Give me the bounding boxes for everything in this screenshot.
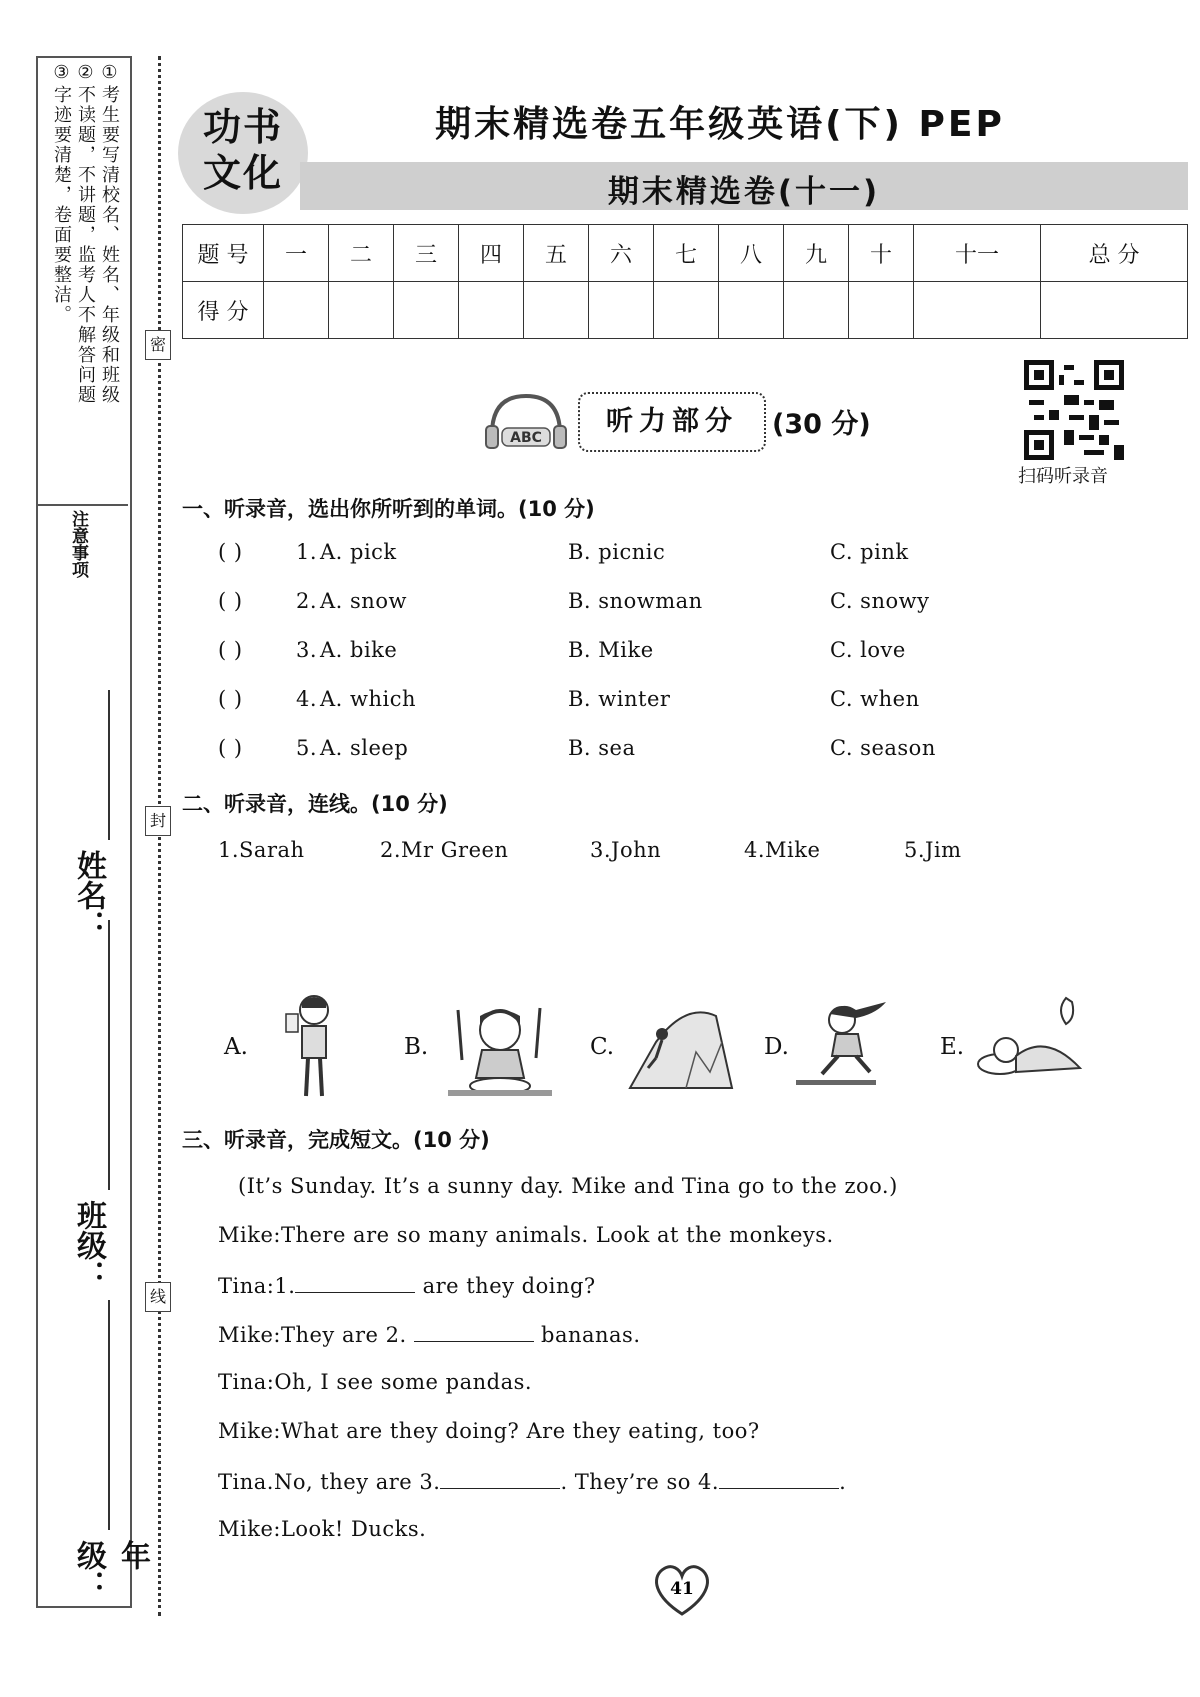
section-1-heading: 一、听录音，选出你所听到的单词。(10 分) (182, 497, 595, 521)
line-6-start: Tina.No, they are 3. (218, 1470, 441, 1494)
note-2: ②不读题，不讲题，监考人不解答问题 (75, 62, 96, 405)
q1-option-c: C. pink (830, 540, 909, 564)
note-1: ①考生要写清校名、姓名、年级和班级 (99, 62, 120, 405)
row-label-number: 题 号 (183, 225, 264, 282)
col-10: 十 (849, 225, 914, 282)
q4-option-c: C. when (830, 687, 920, 711)
qr-code-icon[interactable] (1024, 360, 1124, 460)
col-total: 总 分 (1041, 225, 1188, 282)
grade-label: 年级： (71, 1540, 150, 1600)
score-cell[interactable] (1041, 282, 1188, 339)
name-label: 姓名： (71, 850, 106, 940)
col-2: 二 (329, 225, 394, 282)
line-3-start: Mike:They are 2. (218, 1323, 414, 1347)
boy-eating-picture[interactable] (444, 998, 556, 1098)
dialogue-line-2 (218, 1272, 596, 1298)
q2-paren[interactable]: ( ) (218, 589, 243, 613)
q3-paren[interactable]: ( ) (218, 638, 243, 662)
logo-line-2: 文化 (202, 151, 283, 195)
q3-option-c: C. love (830, 638, 906, 662)
dialogue-line-7: Mike:Look! Ducks. (218, 1517, 427, 1541)
q2-num: 2. (296, 589, 318, 613)
q4-num: 4. (296, 687, 318, 711)
picture-label-e: E. (940, 1034, 965, 1060)
match-name-2[interactable]: 2.Mr Green (380, 838, 509, 862)
score-cell[interactable] (589, 282, 654, 339)
class-line (108, 920, 110, 1190)
score-cell[interactable] (394, 282, 459, 339)
col-11: 十一 (914, 225, 1041, 282)
section-3-heading: 三、听录音，完成短文。(10 分) (182, 1128, 490, 1152)
notes-label-box (36, 504, 128, 586)
note-3: ③字迹要清楚，卷面要整洁。 (51, 62, 72, 325)
score-cell[interactable] (459, 282, 524, 339)
line-2-start: Tina:1. (218, 1274, 296, 1298)
q5-paren[interactable]: ( ) (218, 736, 243, 760)
line-2-end: are they doing? (415, 1274, 596, 1298)
col-3: 三 (394, 225, 459, 282)
line-6-end: . (839, 1470, 847, 1494)
name-line (108, 690, 110, 840)
score-cell[interactable] (784, 282, 849, 339)
col-6: 六 (589, 225, 654, 282)
q1-option-b: B. picnic (568, 540, 666, 564)
page-subtitle: 期末精选卷(十一) (607, 174, 881, 210)
score-cell[interactable] (264, 282, 329, 339)
picture-label-c: C. (590, 1034, 615, 1060)
match-name-1[interactable]: 1.Sarah (218, 838, 305, 862)
abc-badge: ABC (510, 430, 542, 446)
row-label-score: 得 分 (183, 282, 264, 339)
publisher-logo (178, 92, 308, 214)
col-1: 一 (264, 225, 329, 282)
col-4: 四 (459, 225, 524, 282)
dialogue-line-1: Mike:There are so many animals. Look at the monkeys. (218, 1223, 834, 1247)
listening-points: (30 分) (772, 409, 871, 440)
cut-mark-mi: 密 (145, 330, 171, 360)
q3-num: 3. (296, 638, 318, 662)
student-info (36, 690, 150, 1600)
score-cell[interactable] (524, 282, 589, 339)
passage-intro: (It’s Sunday. It’s a sunny day. Mike and Tina go to the zoo.) (238, 1174, 898, 1198)
q1-paren[interactable]: ( ) (218, 540, 243, 564)
section-2-heading: 二、听录音，连线。(10 分) (182, 792, 448, 816)
headphones-icon (482, 390, 570, 450)
q3-option-a: A. bike (320, 638, 398, 662)
col-5: 五 (524, 225, 589, 282)
q4-option-b: B. winter (568, 687, 671, 711)
dialogue-line-3 (218, 1321, 641, 1347)
q2-option-c: C. snowy (830, 589, 930, 613)
match-name-5[interactable]: 5.Jim (904, 838, 962, 862)
girl-sleeping-picture[interactable] (976, 992, 1086, 1082)
score-cell[interactable] (914, 282, 1041, 339)
dialogue-line-6 (218, 1468, 846, 1494)
picture-label-d: D. (764, 1034, 789, 1060)
score-cell[interactable] (654, 282, 719, 339)
page-title: 期末精选卷五年级英语(下) PEP (435, 104, 1005, 145)
q5-num: 5. (296, 736, 318, 760)
q4-paren[interactable]: ( ) (218, 687, 243, 711)
col-8: 八 (719, 225, 784, 282)
score-table (182, 224, 1188, 339)
notes-area (36, 56, 128, 578)
blank-3[interactable] (440, 1468, 560, 1489)
match-name-4[interactable]: 4.Mike (744, 838, 821, 862)
q1-option-a: A. pick (320, 540, 397, 564)
logo-line-1: 功书 (202, 105, 283, 149)
col-7: 七 (654, 225, 719, 282)
page-number: 41 (670, 1579, 694, 1599)
girl-running-picture[interactable] (796, 994, 906, 1094)
match-name-3[interactable]: 3.John (590, 838, 662, 862)
blank-4[interactable] (719, 1468, 839, 1489)
score-cell[interactable] (849, 282, 914, 339)
score-cell[interactable] (719, 282, 784, 339)
qr-label: 扫码听录音 (1018, 466, 1108, 487)
q5-option-c: C. season (830, 736, 936, 760)
heart-page-number (650, 1562, 714, 1618)
score-value-row (183, 282, 1188, 339)
score-cell[interactable] (329, 282, 394, 339)
mountain-climbing-picture[interactable] (626, 1002, 736, 1092)
class-label: 班级： (71, 1200, 106, 1290)
q5-option-b: B. sea (568, 736, 636, 760)
cut-mark-feng: 封 (145, 806, 171, 836)
notes-label: 注意事项 (68, 510, 88, 578)
listening-section-badge: 听力部分 (578, 392, 766, 452)
line-3-end: bananas. (533, 1323, 641, 1347)
q4-option-a: A. which (320, 687, 417, 711)
score-header-row (183, 225, 1188, 282)
blank-1[interactable] (295, 1272, 415, 1293)
cut-line (158, 56, 161, 1616)
picture-label-b: B. (404, 1034, 429, 1060)
dialogue-line-4: Tina:Oh, I see some pandas. (218, 1370, 533, 1394)
line-6-middle: . They’re so 4. (560, 1470, 720, 1494)
blank-2[interactable] (414, 1321, 534, 1342)
grade-line (108, 1300, 110, 1530)
q3-option-b: B. Mike (568, 638, 654, 662)
q2-option-b: B. snowman (568, 589, 703, 613)
cut-mark-xian: 线 (145, 1282, 171, 1312)
boy-drinking-picture[interactable] (282, 992, 342, 1102)
q1-num: 1. (296, 540, 318, 564)
q5-option-a: A. sleep (320, 736, 409, 760)
picture-label-a: A. (224, 1034, 248, 1060)
q2-option-a: A. snow (320, 589, 407, 613)
dialogue-line-5: Mike:What are they doing? Are they eating, too? (218, 1419, 760, 1443)
col-9: 九 (784, 225, 849, 282)
